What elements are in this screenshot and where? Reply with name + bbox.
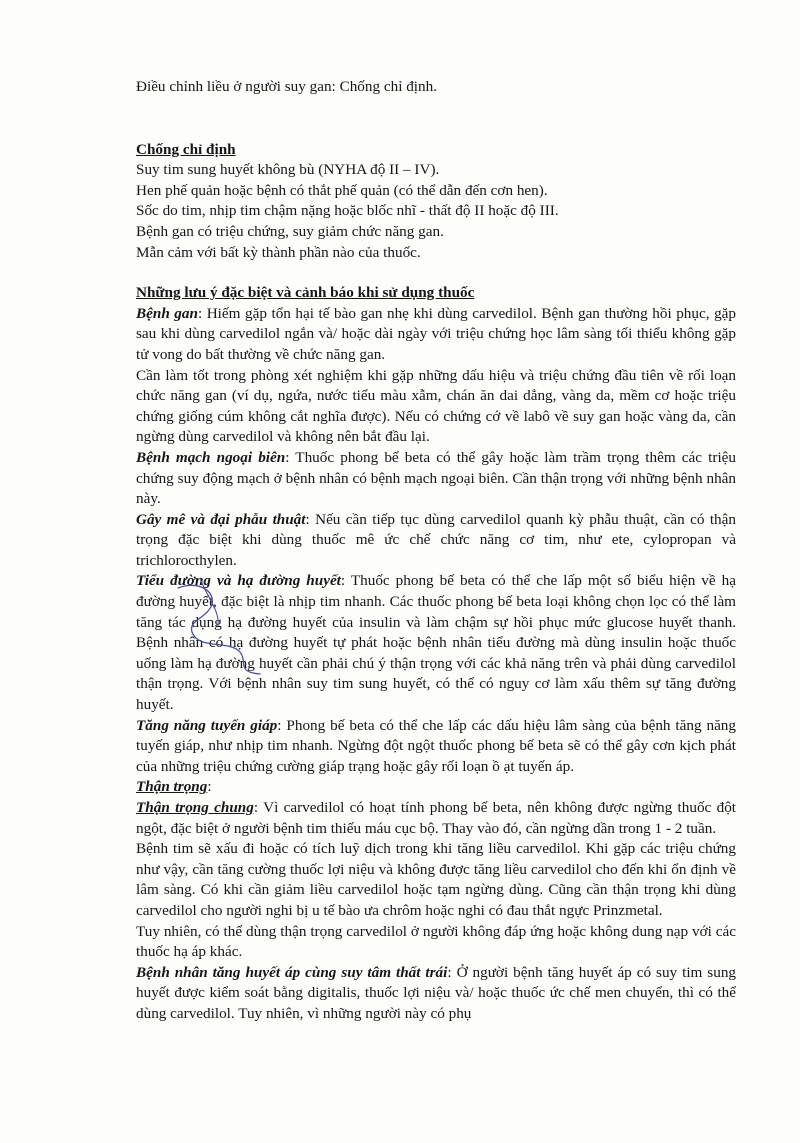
liver-disease-term: Bệnh gan	[136, 304, 198, 322]
contraindication-item: Bệnh gan có triệu chứng, suy giảm chức năng gan.	[136, 222, 444, 240]
anesthesia-term: Gây mê và đại phẫu thuật	[136, 510, 306, 528]
liver-disease-text: : Hiếm gặp tổn hại tế bào gan nhẹ khi dùng carvedilol. Bệnh gan thường hồi phục, gặp sau khi dùng carvedilol ngắn và/ hoặc dài ngày với triệu chứng học lâm sàng tối thiểu không gặp tử vong do bất thường về chức năng gan.	[136, 304, 736, 363]
dosage-adjustment-line: Điều chỉnh liều ở người suy gan: Chống chỉ định.	[136, 78, 438, 95]
peripheral-vascular-term: Bệnh mạch ngoại biên	[136, 448, 286, 466]
hypertension-lv-failure-term: Bệnh nhân tăng huyết áp cùng suy tâm thất trái	[136, 963, 448, 981]
contraindication-item: Hen phế quản hoặc bệnh có thắt phế quản (có thể dẫn đến cơn hen).	[136, 181, 548, 199]
thyrotoxicosis-term: Tăng năng tuyến giáp	[136, 716, 278, 734]
hypertension-lv-failure-text: : Ở người bệnh tăng huyết áp có suy tim sung huyết được kiểm soát bằng digitalis, thuốc lợi niệu và/ hoặc thuốc ức chế men chuyển, thì có thể dùng carvedilol. Tuy nhiên, vì những người này có phụ	[136, 963, 737, 1022]
anesthesia-paragraph	[136, 510, 736, 572]
precautions-heading-colon: :	[207, 778, 212, 796]
pen-scribble-mark	[170, 570, 280, 680]
precautions-heading: Thận trọng	[136, 778, 208, 796]
heart-worsening-paragraph: Bệnh tim sẽ xấu đi hoặc có tích luỹ dịch trong khi tăng liều carvedilol. Khi gặp các triệu chứng như vậy, cần tăng cường thuốc lợi niệu và không được tăng liều carvedilol cho đến khi ổn định về lâm sàng. Có khi cần giảm liều carvedilol hoặc tạm ngừng dùng. Cũng cần thận trọng khi dùng carvedilol cho người nghi bị u tế bào ưa chrôm hoặc nghi có đau thắt ngực Prinzmetal.	[136, 840, 736, 919]
contraindication-item: Sốc do tim, nhịp tim chậm nặng hoặc blốc nhĩ - thất độ II hoặc độ III.	[136, 202, 559, 220]
diabetes-text: : Thuốc phong bế beta có thể che lấp một số biểu hiện về hạ đường huyết, đặc biệt là nhịp tim nhanh. Các thuốc phong bế beta loại không chọn lọc có thể làm tăng tác dụng hạ đường huyết của insulin và làm chậm sự hồi phục mức glucose huyết thanh. Bệnh nhân có hạ đường huyết tự phát hoặc bệnh nhân tiểu đường mà dùng insulin hoặc thuốc uống làm hạ đường huyết cần phải chú ý thận trọng với các khả năng trên và phải dùng carvedilol thận trọng. Với bệnh nhân suy tim sung huyết, có thể có nguy cơ làm xấu thêm sự tăng đường huyết.	[136, 572, 736, 714]
peripheral-vascular-paragraph	[136, 448, 736, 510]
thyrotoxicosis-paragraph	[136, 716, 736, 778]
warnings-heading: Những lưu ý đặc biệt và cảnh báo khi sử dụng thuốc	[136, 284, 475, 302]
liver-disease-paragraph-2: Cần làm tốt trong phòng xét nghiệm khi gặp những dấu hiệu và triệu chứng đầu tiên về rối loạn chức năng gan (ví dụ, ngứa, nước tiểu màu xẫm, chán ăn dai dẳng, vàng da, mềm cơ hoặc triệu chứng giống cúm không cắt nghĩa được). Nếu có chứng cớ về labô về suy gan hoặc vàng da, cần ngừng dùng carvedilol và không nên bắt đầu lại.	[136, 366, 736, 446]
general-precaution-term: Thận trọng chung	[136, 799, 254, 816]
liver-disease-paragraph	[136, 304, 736, 366]
other-antihypertensives-paragraph: Tuy nhiên, có thể dùng thận trọng carvedilol ở người không đáp ứng hoặc không dung nạp với các thuốc hạ áp khác.	[136, 922, 736, 961]
precautions-heading-line	[136, 777, 736, 798]
general-precaution-paragraph	[136, 798, 736, 839]
contraindication-item: Suy tim sung huyết không bù (NYHA độ II – IV).	[136, 161, 440, 179]
document-body	[136, 77, 736, 1025]
diabetes-term: Tiểu đường và hạ đường huyết	[136, 572, 341, 590]
hypertension-lv-failure-paragraph	[136, 963, 736, 1025]
general-precaution-text: : Vì carvedilol có hoạt tính phong bế beta, nên không được ngừng thuốc đột ngột, đặc biệt ở người bệnh tim thiếu máu cục bộ. Thay vào đó, cần ngừng dần trong 1 - 2 tuần.	[136, 799, 737, 837]
peripheral-vascular-text: : Thuốc phong bế beta có thể gây hoặc làm trầm trọng thêm các triệu chứng suy động mạch ở bệnh nhân có bệnh mạch ngoại biên. Cần thận trọng với những bệnh nhân này.	[136, 448, 736, 508]
thyrotoxicosis-text: : Phong bế beta có thể che lấp các dấu hiệu lâm sàng của bệnh tăng năng tuyến giáp, như nhịp tim nhanh. Ngừng đột ngột thuốc phong bế beta sẽ có thể gây cơn kịch phát của những triệu chứng cường giáp trạng hoặc gây rối loạn ồ ạt tuyến áp.	[136, 716, 736, 775]
contraindication-item: Mẫn cảm với bất kỳ thành phần nào của thuốc.	[136, 243, 421, 261]
contraindications-heading: Chống chỉ định	[136, 140, 236, 158]
anesthesia-text: : Nếu cần tiếp tục dùng carvedilol quanh kỳ phẫu thuật, cần có thận trọng đặc biệt khi dùng thuốc mê ức chế chức năng cơ tim, như ete, cylopropan và trichlorocthylen.	[136, 510, 736, 569]
